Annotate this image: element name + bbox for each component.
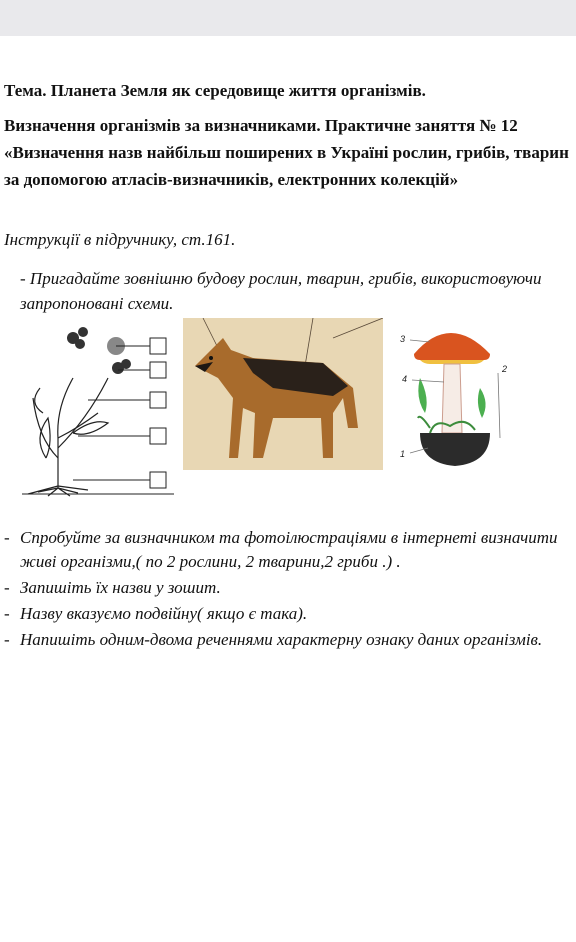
- instructions-line: Інструкції в підручнику, ст.161.: [4, 230, 236, 249]
- task-item: [4, 526, 572, 574]
- practical-heading: Визначення організмів за визначниками. Практичне заняття № 12 «Визначення назв найбільш поширених в Україні рослин, грибів, тварин за допомогою атласів-визначників, електронних колекцій»: [4, 116, 569, 189]
- mushroom-label-mycelium: 1: [400, 449, 406, 459]
- task-item: [4, 576, 572, 600]
- task-text: Запишіть їх назви у зошит.: [20, 578, 221, 597]
- plant-diagram: [18, 318, 178, 498]
- recall-paragraph: - Пригадайте зовнішню будову рослин, тварин, грибів, використовуючи запропоновані схеми.: [20, 269, 542, 313]
- task-list: [4, 526, 572, 652]
- mushroom-label-stem: 4: [402, 374, 408, 384]
- task-text: Напишіть одним-двома реченнями характерну ознаку даних організмів.: [20, 630, 543, 649]
- mushroom-diagram: [390, 318, 518, 470]
- task-dash: -: [4, 604, 10, 623]
- dog-photo: [183, 318, 383, 470]
- mushroom-label-body: 2: [502, 364, 508, 374]
- task-dash: -: [4, 578, 10, 597]
- task-text: Назву вказуємо подвійну( якщо є така).: [20, 604, 308, 623]
- mushroom-label-cap: 3: [400, 334, 406, 344]
- task-text: Спробуйте за визначником та фотоілюстраціями в інтернеті визначити живі організми,( по 2 рослини, 2 тварини,2 гриби .) .: [20, 528, 558, 571]
- task-dash: -: [4, 630, 10, 649]
- figures-row: [18, 318, 518, 498]
- task-item: [4, 602, 572, 626]
- task-dash: -: [4, 528, 10, 547]
- top-bar: [0, 0, 576, 36]
- topic-heading: Тема. Планета Земля як середовище життя організмів.: [4, 81, 426, 100]
- task-item: [4, 628, 572, 652]
